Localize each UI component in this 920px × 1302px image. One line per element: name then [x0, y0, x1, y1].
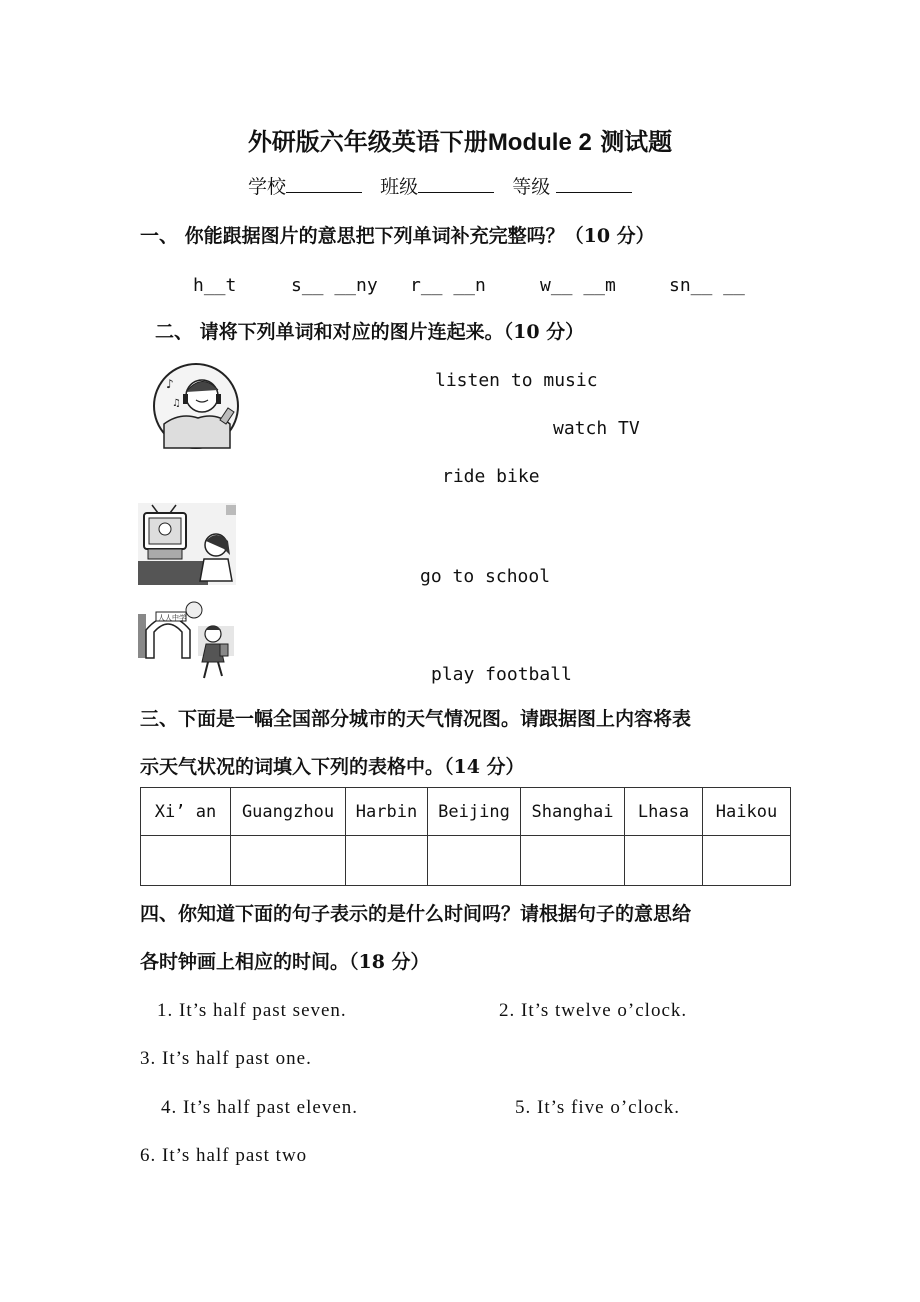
answer-cell[interactable]	[625, 836, 703, 886]
city-lhasa: Lhasa	[625, 788, 703, 836]
answer-cell[interactable]	[141, 836, 231, 886]
phrase-play-football: play football	[431, 664, 572, 685]
grade-label: 等级	[512, 176, 551, 198]
time-item-1: 1. It’s half past seven.	[157, 1000, 347, 1021]
city-beijing: Beijing	[428, 788, 521, 836]
info-line	[248, 172, 632, 199]
answer-cell[interactable]	[346, 836, 428, 886]
section3-line1: 三、下面是一幅全国部分城市的天气情况图。请跟据图上内容将表	[140, 708, 692, 730]
time-item-4: 4. It’s half past eleven.	[161, 1097, 359, 1118]
word-2: s__ __ny	[291, 275, 378, 296]
svg-text:♫: ♫	[172, 398, 181, 409]
answer-cell[interactable]	[231, 836, 346, 886]
title-cn: 外研版六年级英语下册	[247, 127, 488, 156]
school-label: 学校	[248, 176, 287, 198]
section3-line2: 示天气状况的词填入下列的表格中。（14 分）	[140, 756, 525, 778]
weather-answer-row	[141, 836, 791, 886]
phrase-go-to-school: go to school	[420, 566, 551, 587]
watch-tv-picture[interactable]	[138, 503, 236, 585]
word-3: r__ __n	[410, 275, 486, 296]
class-blank[interactable]	[418, 174, 494, 193]
city-shanghai: Shanghai	[521, 788, 625, 836]
listen-music-picture[interactable]	[150, 362, 246, 452]
title-end: 测试题	[600, 127, 673, 156]
time-item-3: 3. It’s half past one.	[140, 1048, 312, 1069]
word-5: sn__ __	[669, 275, 745, 296]
class-label: 班级	[380, 176, 419, 198]
word-4: w__ __m	[540, 275, 616, 296]
time-item-6: 6. It’s half past two	[140, 1145, 308, 1166]
word-1: h__t	[193, 275, 237, 296]
city-harbin: Harbin	[346, 788, 428, 836]
school-blank[interactable]	[286, 174, 362, 193]
weather-table	[140, 787, 791, 886]
city-guangzhou: Guangzhou	[231, 788, 346, 836]
svg-text:人人中学: 人人中学	[158, 614, 186, 622]
section4-line2: 各时钟画上相应的时间。（18 分）	[140, 951, 430, 973]
section1-heading: 一、 你能跟据图片的意思把下列单词补充完整吗？（10 分）	[140, 225, 655, 247]
city-xian: Xi’ an	[141, 788, 231, 836]
answer-cell[interactable]	[703, 836, 791, 886]
answer-cell[interactable]	[521, 836, 625, 886]
svg-text:♪: ♪	[166, 377, 174, 391]
section4-line1: 四、你知道下面的句子表示的是什么时间吗？请根据句子的意思给	[140, 903, 692, 925]
phrase-listen-to-music: listen to music	[435, 370, 598, 391]
time-item-5: 5. It’s five o’clock.	[515, 1097, 681, 1118]
grade-blank[interactable]	[556, 174, 632, 193]
page-title	[0, 122, 920, 157]
phrase-ride-bike: ride bike	[442, 466, 540, 487]
phrase-watch-tv: watch TV	[553, 418, 640, 439]
section2-heading: 二、 请将下列单词和对应的图片连起来。（10 分）	[155, 321, 585, 343]
go-to-school-picture[interactable]	[138, 600, 234, 682]
title-module: Module 2	[487, 129, 592, 156]
time-item-2: 2. It’s twelve o’clock.	[499, 1000, 688, 1021]
answer-cell[interactable]	[428, 836, 521, 886]
weather-header-row	[141, 788, 791, 836]
city-haikou: Haikou	[703, 788, 791, 836]
